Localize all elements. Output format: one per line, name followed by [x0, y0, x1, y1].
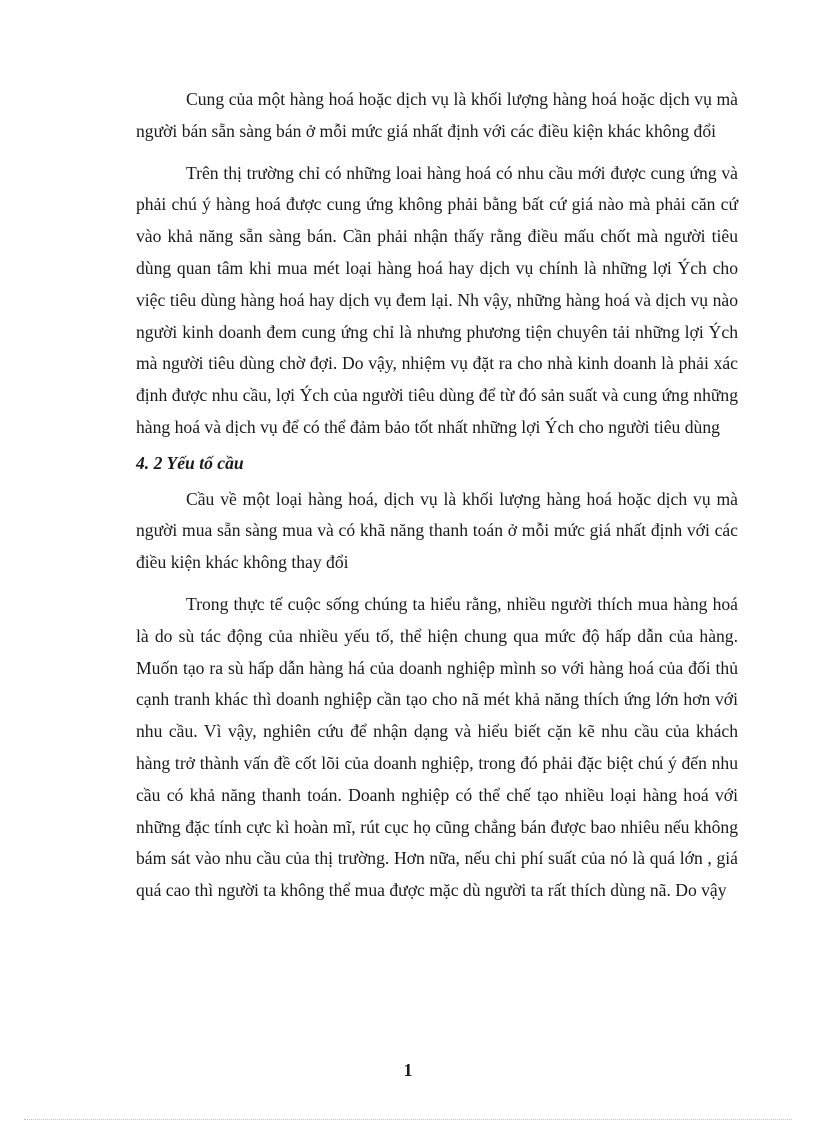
- section-heading-demand: 4. 2 Yếu tố cầu: [136, 452, 244, 473]
- page-number: 1: [403, 1060, 413, 1080]
- page-bottom-edge: [24, 1119, 792, 1120]
- paragraph-demand-analysis: Trong thực tế cuộc sống chúng ta hiểu rằng, nhiều người thích mua hàng hoá là do sù tác động của nhiều yếu tố, thể hiện chung qua mức độ hấp dẫn của hàng. Muốn tạo ra sù hấp dẫn hàng há của doanh nghiệp mình so với hàng hoá của đối thủ cạnh tranh khác thì doanh nghiệp cần tạo cho nã mét khả năng thích ứng lớn hơn với nhu cầu. Vì vậy, nghiên cứu để nhận dạng và hiểu biết cặn kẽ nhu cầu của khách hàng trở thành vấn đề cốt lõi của doanh nghiệp, trong đó phải đặc biệt chú ý đến nhu cầu có khả năng thanh toán. Doanh nghiệp có thể chế tạo nhiều loại hàng hoá với những đặc tính cực kì hoàn mĩ, rút cục họ cũng chẳng bán được bao nhiêu nếu không bám sát vào nhu cầu của thị trường. Hơn nữa, nếu chi phí suất của nó là quá lớn , giá quá cao thì người ta không thể mua được mặc dù người ta rất thích dùng nã. Do vậy: [136, 593, 738, 901]
- paragraph-demand-definition: Cầu về một loại hàng hoá, dịch vụ là khối lượng hàng hoá hoặc dịch vụ mà người mua sẵn sàng mua và có khã năng thanh toán ở mỗi mức giá nhất định với các điều kiện khác không thay đổi: [136, 488, 738, 573]
- paragraph-market-supply: Trên thị trường chỉ có những loai hàng hoá có nhu cầu mới được cung ứng và phải chú ý hàng hoá được cung ứng không phải bằng bất cứ giá nào mà phải căn cứ vào khả năng sẵn sàng bán. Cần phải nhận thấy rằng điều mấu chốt mà người tiêu dùng quan tâm khi mua mét loại hàng hoá hay dịch vụ chính là những lợi Ých cho việc tiêu dùng hàng hoá hay dịch vụ đem lại. Nh vậy, những hàng hoá và dịch vụ nào người kinh doanh đem cung ứng chỉ là nhưng phương tiện chuyên tải những lợi Ých mà người tiêu dùng chờ đợi. Do vậy, nhiệm vụ đặt ra cho nhà kinh doanh là phải xác định được nhu cầu, lợi Ých của người tiêu dùng để từ đó sản suất và cung ứng những hàng hoá và dịch vụ để có thể đảm bảo tốt nhất những lợi Ých cho người tiêu dùng: [136, 162, 738, 437]
- paragraph-supply-definition: Cung của một hàng hoá hoặc dịch vụ là khối lượng hàng hoá hoặc dịch vụ mà người bán sẵn sàng bán ở mỗi mức giá nhất định với các điều kiện khác không đổi: [136, 89, 738, 141]
- document-page: [136, 84, 738, 907]
